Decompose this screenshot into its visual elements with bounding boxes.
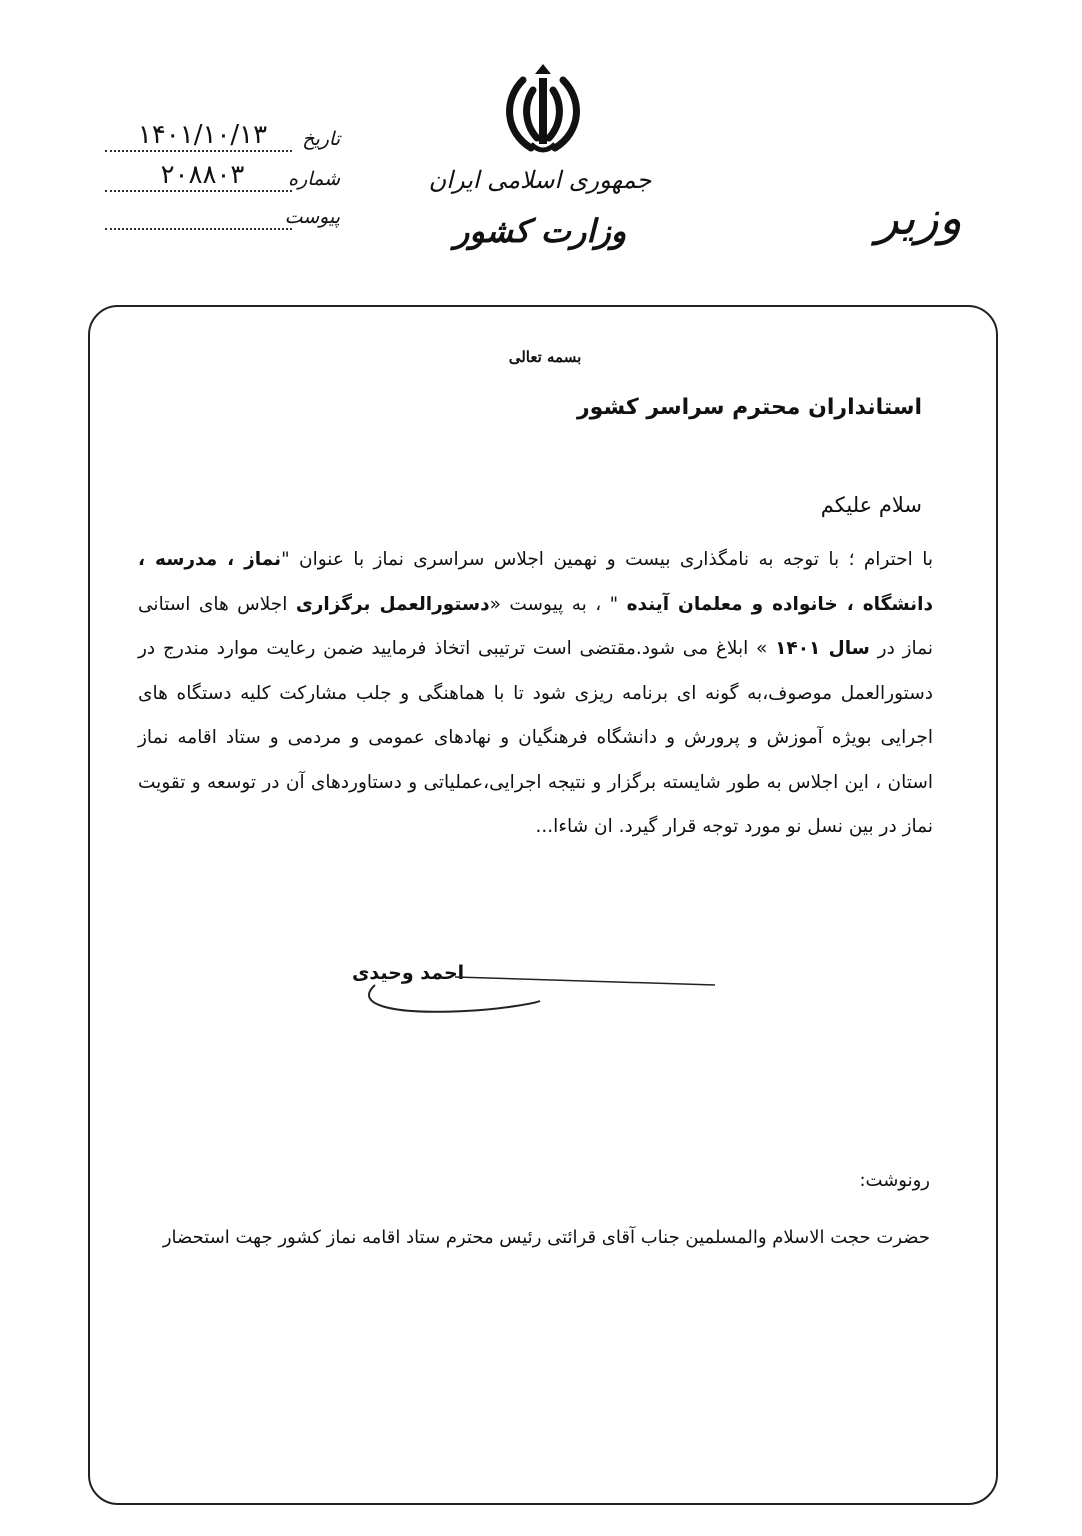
- attachment-line: [105, 228, 292, 230]
- date-field: [105, 120, 340, 158]
- body-bold-1: نماز ، مدرسه ، دانشگاه ، خانواده و معلمان آینده: [138, 549, 933, 615]
- minister-title: وزیر: [875, 190, 962, 246]
- date-value: ۱۴۰۱/۱۰/۱۳: [137, 120, 268, 150]
- greeting: سلام علیکم: [820, 493, 922, 517]
- number-field: [105, 160, 340, 198]
- addressee: استانداران محترم سراسر کشور: [577, 395, 922, 420]
- signature-stroke: [345, 965, 725, 1025]
- iran-emblem-icon: [493, 60, 593, 160]
- ministry-line2: وزارت کشور: [453, 212, 627, 250]
- bismillah: بسمه تعالی: [508, 348, 582, 366]
- attachment-field: [105, 206, 340, 236]
- cc-text: حضرت حجت الاسلام والمسلمین جناب آقای قرائتی رئیس محترم ستاد اقامه نماز کشور جهت استحضار: [162, 1227, 930, 1248]
- body-part-1: با احترام ؛ با توجه به نامگذاری بیست و نهمین اجلاس سراسری نماز با عنوان ": [281, 549, 933, 570]
- body-part-4: » ابلاغ می شود.مقتضی است ترتیبی اتخاذ فرمایید ضمن رعایت موارد مندرج در دستورالعمل موصوف،به گونه ای برنامه ریزی شود تا با هماهنگی و جلب مشارکت کلیه دستگاه های اجرایی بویژه آموزش و پرورش و دانشگاه فرهنگیان و نهادهای عمومی و مردمی و ستاد اقامه نماز استان ، این اجلاس به طور شایسته برگزار و نتیجه اجرایی،عملیاتی و دستاوردهای آن در توسعه و تقویت نماز در بین نسل نو مورد توجه قرار گیرد. ان شاءا...: [138, 638, 933, 837]
- body-part-2: " ، به پیوست «: [489, 593, 627, 615]
- body-part-3: اجلاس های استانی نماز در: [138, 593, 934, 659]
- letter-frame: [88, 305, 998, 1505]
- signature-name: احمد وحیدی: [352, 962, 465, 984]
- letter-body: [138, 538, 933, 850]
- cc-label: رونوشت:: [859, 1170, 930, 1191]
- body-bold-3: سال ۱۴۰۱: [775, 638, 870, 659]
- number-value: ۲۰۸۸۰۳: [160, 160, 245, 190]
- number-line: [105, 190, 292, 192]
- date-label: تاریخ: [302, 128, 340, 150]
- body-bold-2: دستورالعمل برگزاری: [295, 593, 490, 615]
- attachment-label: پیوست: [284, 206, 340, 228]
- date-line: [105, 150, 292, 152]
- ministry-line1: جمهوری اسلامی ایران: [428, 166, 652, 194]
- number-label: شماره: [288, 168, 340, 190]
